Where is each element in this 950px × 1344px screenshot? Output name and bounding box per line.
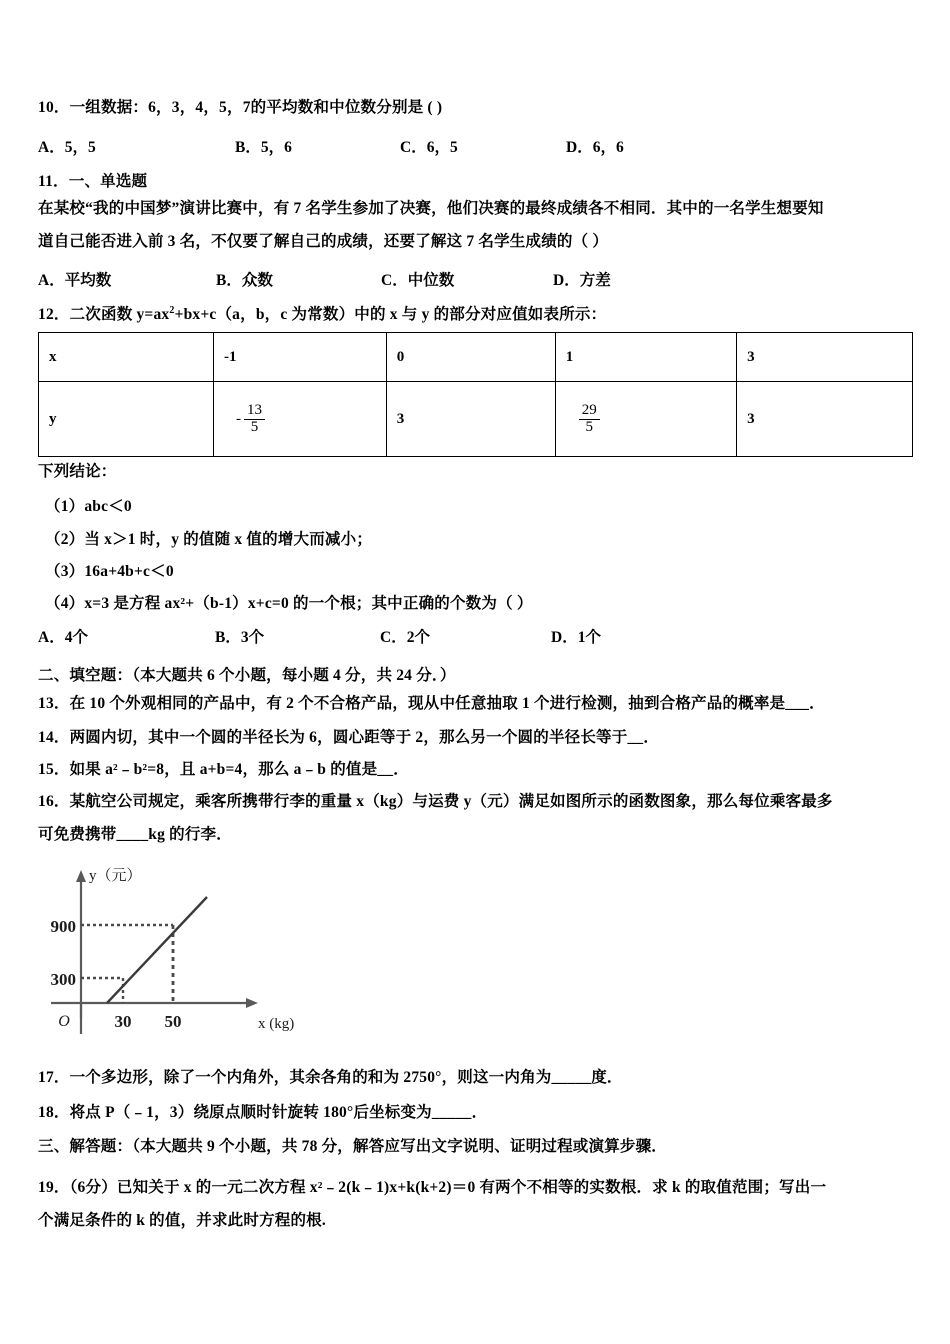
fraction-sign-1: - bbox=[236, 410, 242, 427]
y-axis-label: y（元） bbox=[89, 868, 142, 884]
fraction-1-numerator: 13 bbox=[247, 401, 263, 418]
section-3-heading: 三、解答题：（本大题共 9 个小题，共 78 分，解答应写出文字说明、证明过程或演算步骤． bbox=[38, 1138, 668, 1155]
question-15: 15．如果 a²﹣b²=8，且 a+b=4，那么 a﹣b 的值是__． bbox=[38, 761, 409, 778]
origin-label: O bbox=[58, 1013, 70, 1030]
q12-option-c[interactable]: C．2个 bbox=[380, 629, 430, 646]
question-16-line-2: 可免费携带____kg 的行李． bbox=[38, 826, 232, 843]
question-10-stem: 10．一组数据：6，3，4，5，7的平均数和中位数分别是 ( ) bbox=[38, 99, 443, 116]
x-tick-50: 50 bbox=[164, 1012, 182, 1031]
table-cell-x-label: x bbox=[39, 333, 214, 382]
table-cell-x-3: 1 bbox=[555, 333, 736, 382]
table-row-x bbox=[39, 333, 913, 382]
graph-svg bbox=[45, 862, 320, 1037]
conclusion-item-3: （3）16a+4b+c＜0 bbox=[45, 563, 174, 580]
fraction-2-denominator: 5 bbox=[579, 419, 600, 436]
question-16-line-1: 16．某航空公司规定，乘客所携带行李的重量 x（kg）与运费 y（元）满足如图所示的函数图象，那么每位乘客最多 bbox=[38, 793, 833, 810]
table-cell-y-1 bbox=[214, 382, 387, 457]
q12-option-b[interactable]: B．3个 bbox=[215, 629, 265, 646]
q11-option-c[interactable]: C．中位数 bbox=[381, 272, 455, 289]
fraction-neg-13-over-5 bbox=[224, 403, 266, 436]
q12-option-d[interactable]: D．1个 bbox=[551, 629, 601, 646]
question-17: 17．一个多边形，除了一个内角外，其余各角的和为 2750°，则这一内角为_____度． bbox=[38, 1069, 623, 1086]
question-14: 14．两圆内切，其中一个圆的半径长为 6，圆心距等于 2，那么另一个圆的半径长等于__． bbox=[38, 729, 660, 746]
q12-stem-exponent: 2 bbox=[169, 304, 175, 316]
question-13: 13．在 10 个外观相同的产品中，有 2 个不合格产品，现从中任意抽取 1 个进行检测，抽到合格产品的概率是___． bbox=[38, 695, 825, 712]
table-cell-x-1: -1 bbox=[214, 333, 387, 382]
table-cell-x-4: 3 bbox=[737, 333, 913, 382]
question-19-line-2: 个满足条件的 k 的值，并求此时方程的根. bbox=[38, 1212, 326, 1229]
y-tick-900: 900 bbox=[50, 917, 76, 936]
table-cell-y-label: y bbox=[39, 382, 214, 457]
q12-stem-suffix: +bx+c（a，b，c 为常数）中的 x 与 y 的部分对应值如表所示： bbox=[174, 306, 607, 323]
table-row-y bbox=[39, 382, 913, 457]
function-line bbox=[107, 897, 207, 1003]
correspondence-table bbox=[38, 332, 913, 457]
fraction-1-denominator: 5 bbox=[244, 419, 265, 436]
q10-option-d[interactable]: D．6，6 bbox=[566, 139, 624, 156]
fraction-1 bbox=[244, 403, 265, 436]
table-cell-y-2: 3 bbox=[386, 382, 555, 457]
question-19-line-1: 19．（6分）已知关于 x 的一元二次方程 x²﹣2(k﹣1)x+k(k+2)＝0 有两个不相等的实数根．求 k 的取值范围；写出一 bbox=[38, 1179, 827, 1196]
table-cell-y-4: 3 bbox=[737, 382, 913, 457]
fraction-29-over-5 bbox=[566, 403, 601, 436]
x-axis-label: x (kg) bbox=[258, 1016, 295, 1032]
q10-option-b[interactable]: B．5，6 bbox=[235, 139, 292, 156]
fraction-2-numerator: 29 bbox=[581, 401, 597, 418]
baggage-fee-graph bbox=[45, 862, 320, 1037]
q11-option-b[interactable]: B．众数 bbox=[216, 272, 273, 289]
q12-stem-prefix: 12．二次函数 y=ax bbox=[38, 306, 170, 323]
table-cell-x-2: 0 bbox=[386, 333, 555, 382]
question-11-stem-line-1: 在某校“我的中国梦”演讲比赛中，有 7 名学生参加了决赛，他们决赛的最终成绩各不相同．其中的一名学生想要知 bbox=[38, 200, 824, 217]
question-11-stem-line-2: 道自己能否进入前 3 名，不仅要了解自己的成绩，还要了解这 7 名学生成绩的（ ） bbox=[38, 233, 609, 250]
fraction-2 bbox=[579, 403, 600, 436]
question-12-stem bbox=[38, 305, 606, 325]
section-2-heading: 二、填空题：（本大题共 6 个小题，每小题 4 分，共 24 分．） bbox=[38, 667, 456, 684]
table-cell-y-3 bbox=[555, 382, 736, 457]
q10-option-c[interactable]: C．6，5 bbox=[400, 139, 458, 156]
conclusion-item-2: （2）当 x＞1 时，y 的值随 x 值的增大而减小； bbox=[45, 531, 373, 548]
conclusion-item-1: （1）abc＜0 bbox=[45, 498, 132, 515]
x-axis-arrow bbox=[246, 998, 258, 1008]
q12-option-a[interactable]: A．4个 bbox=[38, 629, 88, 646]
y-axis-arrow bbox=[76, 870, 86, 882]
y-tick-300: 300 bbox=[50, 970, 76, 989]
q11-option-a[interactable]: A．平均数 bbox=[38, 272, 112, 289]
question-11-heading: 11．一、单选题 bbox=[38, 173, 148, 190]
x-tick-30: 30 bbox=[114, 1012, 132, 1031]
conclusions-title: 下列结论： bbox=[38, 463, 117, 480]
q10-option-a[interactable]: A．5，5 bbox=[38, 139, 96, 156]
conclusion-item-4: （4）x=3 是方程 ax²+（b-1）x+c=0 的一个根；其中正确的个数为（ ） bbox=[45, 595, 533, 612]
question-18: 18．将点 P（﹣1，3）绕原点顺时针旋转 180°后坐标变为_____． bbox=[38, 1104, 488, 1121]
q11-option-d[interactable]: D．方差 bbox=[553, 272, 611, 289]
